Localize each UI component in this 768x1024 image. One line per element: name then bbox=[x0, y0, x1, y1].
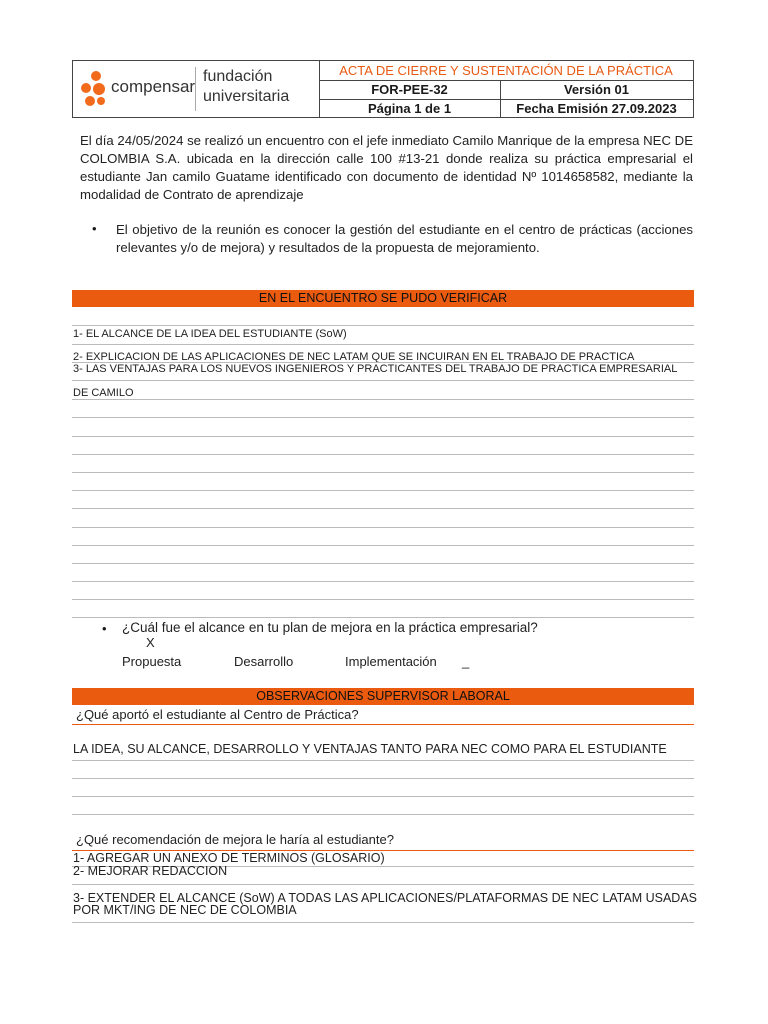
rule-line bbox=[72, 545, 694, 546]
rule-line bbox=[72, 454, 694, 455]
verify-item-4: DE CAMILO bbox=[73, 387, 134, 399]
header-row-page bbox=[319, 99, 693, 117]
logo-institution bbox=[203, 67, 289, 107]
rule-line bbox=[72, 563, 694, 564]
rule-line bbox=[72, 436, 694, 437]
rule-line bbox=[72, 380, 694, 381]
option-blank: _ bbox=[462, 654, 470, 669]
recommendation-3: 3- EXTENDER EL ALCANCE (SoW) A TODAS LAS APLICACIONES/PLATAFORMAS DE NEC LATAM USADAS bbox=[73, 891, 698, 905]
rule-line bbox=[72, 599, 694, 600]
option-desarrollo[interactable]: Desarrollo bbox=[234, 654, 294, 669]
scope-question: ¿Cuál fue el alcance en tu plan de mejora en la práctica empresarial? bbox=[122, 620, 538, 635]
answer-contribution: LA IDEA, SU ALCANCE, DESARROLLO Y VENTAJAS TANTO PARA NEC COMO PARA EL ESTUDIANTE bbox=[73, 742, 667, 756]
rule-line bbox=[72, 884, 694, 885]
rule-line bbox=[72, 417, 694, 418]
rule-line bbox=[72, 344, 694, 345]
recommendation-2: 2- MEJORAR REDACCION bbox=[73, 864, 228, 878]
rule-line bbox=[72, 724, 694, 725]
verify-item-2: 2- EXPLICACION DE LAS APLICACIONES DE NEC LATAM QUE SE INCUIRAN EN EL TRABAJO DE PRACTICA bbox=[73, 351, 635, 363]
rule-line bbox=[72, 922, 694, 923]
rule-line bbox=[72, 399, 694, 400]
rule-line bbox=[72, 760, 694, 761]
verify-item-3: 3- LAS VENTAJAS PARA LOS NUEVOS INGENIEROS Y PRACTICANTES DEL TRABAJO DE PRACTICA EMPRESARIAL bbox=[73, 363, 678, 375]
observations-title: OBSERVACIONES SUPERVISOR LABORAL bbox=[72, 688, 694, 705]
bullet-dot: • bbox=[92, 221, 97, 236]
logo-divider bbox=[195, 67, 196, 111]
option-implementacion[interactable]: Implementación bbox=[345, 654, 437, 669]
logo-fundacion: fundación bbox=[203, 68, 273, 85]
document-header bbox=[72, 60, 694, 118]
rule-line bbox=[72, 508, 694, 509]
document-version: Versión 01 bbox=[563, 82, 630, 97]
logo-universitaria: universitaria bbox=[203, 88, 290, 105]
rule-line bbox=[72, 527, 694, 528]
rule-line bbox=[72, 581, 694, 582]
logo-brand: compensar bbox=[111, 77, 196, 96]
document-title: ACTA DE CIERRE Y SUSTENTACIÓN DE LA PRÁCTICA bbox=[319, 61, 693, 81]
verify-section-title: EN EL ENCUENTRO SE PUDO VERIFICAR bbox=[72, 290, 694, 307]
rule-line bbox=[72, 796, 694, 797]
bullet-dot: • bbox=[102, 621, 107, 636]
option-propuesta[interactable]: Propuesta bbox=[122, 654, 182, 669]
issue-date: Fecha Emisión 27.09.2023 bbox=[516, 101, 677, 116]
recommendation-4: POR MKT/ING DE NEC DE COLOMBIA bbox=[73, 903, 297, 917]
verify-item-1: 1- EL ALCANCE DE LA IDEA DEL ESTUDIANTE (SoW) bbox=[73, 328, 347, 340]
intro-paragraph: El día 24/05/2024 se realizó un encuentro con el jefe inmediato Camilo Manrique de la empresa NEC DE COLOMBIA S.A. ubicada en la dirección calle 100 #13-21 donde realiza su práctica empresarial el estudiante Jan camilo Guatame identificado con documento de identidad Nº 1014658582, mediante la modalidad de Contrato de aprendizaje bbox=[80, 133, 693, 202]
rule-line bbox=[72, 490, 694, 491]
rule-line bbox=[72, 617, 694, 618]
rule-line bbox=[72, 325, 694, 326]
recommendation-1: 1- AGREGAR UN ANEXO DE TERMINOS (GLOSARIO) bbox=[73, 851, 385, 865]
objective-text: El objetivo de la reunión es conocer la gestión del estudiante en el centro de prácticas (acciones relevantes y/o de mejora) y resultados de la propuesta de mejoramiento. bbox=[116, 222, 693, 255]
compensar-logo-icon bbox=[81, 71, 111, 107]
rule-line bbox=[72, 778, 694, 779]
logo bbox=[73, 61, 320, 117]
page-number: Página 1 de 1 bbox=[319, 99, 501, 117]
question-recommendation: ¿Qué recomendación de mejora le haría al estudiante? bbox=[76, 832, 394, 847]
question-contribution: ¿Qué aportó el estudiante al Centro de Práctica? bbox=[76, 707, 359, 722]
rule-line bbox=[72, 814, 694, 815]
header-row-code bbox=[319, 80, 693, 100]
rule-line bbox=[72, 472, 694, 473]
scope-mark[interactable]: X bbox=[146, 635, 155, 650]
document-code: FOR-PEE-32 bbox=[319, 80, 501, 99]
